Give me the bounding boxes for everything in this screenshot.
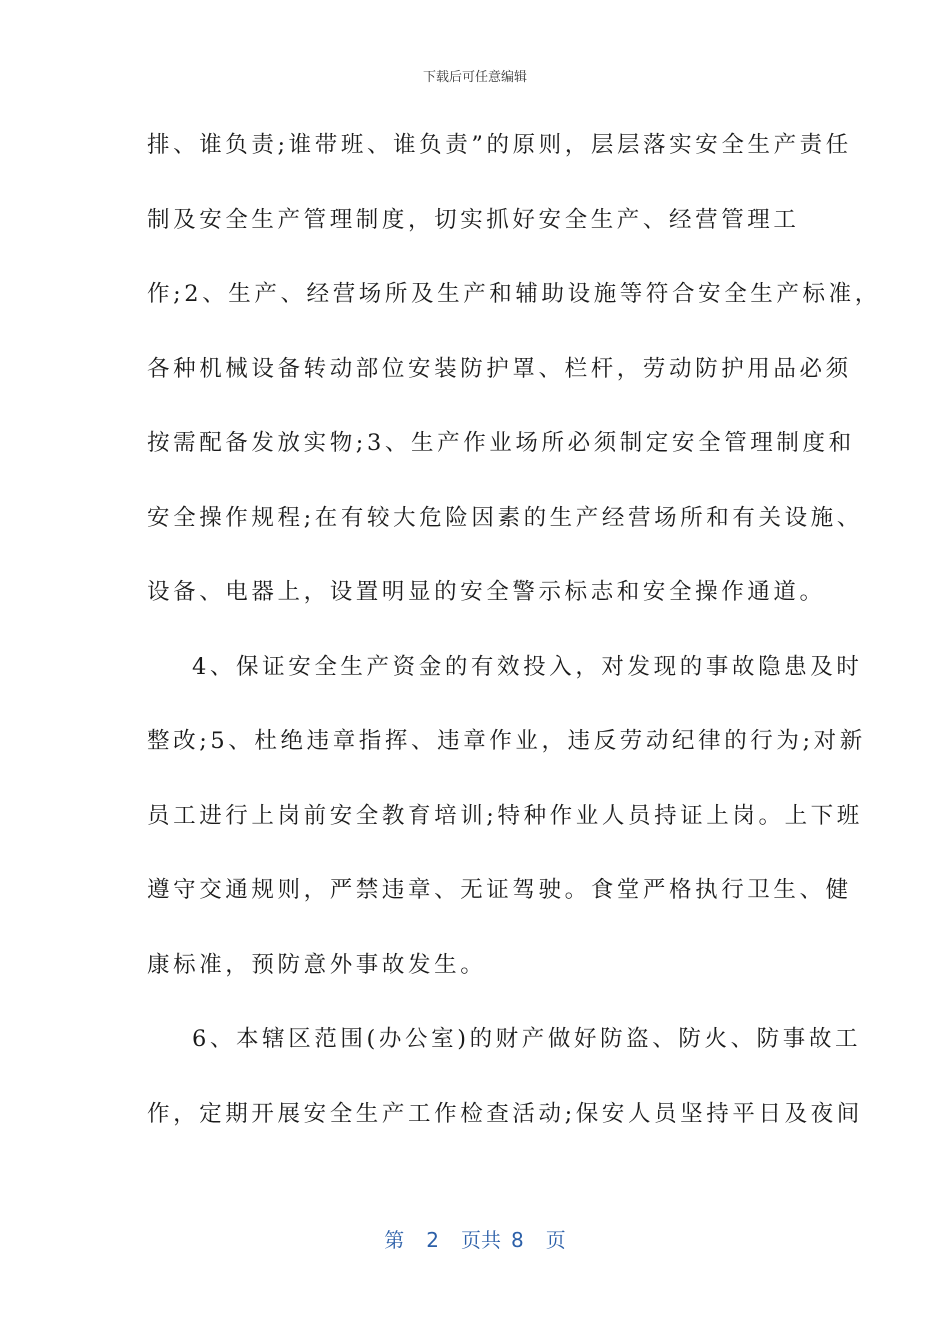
footer-middle: 页共 — [461, 1228, 501, 1252]
footer-prefix: 第 — [384, 1228, 405, 1252]
page-header-note: 下载后可任意编辑 — [422, 70, 527, 85]
body-line-10: 员工进行上岗前安全教育培训;特种作业人员持证上岗。上下班 — [147, 802, 863, 829]
body-line-12: 康标准，预防意外事故发生。 — [147, 951, 487, 978]
body-line-3: 作;2、生产、经营场所及生产和辅助设施等符合安全生产标准， — [147, 281, 881, 307]
body-line-2: 制及安全生产管理制度，切实抓好安全生产、经营管理工 — [147, 206, 800, 233]
body-line-6: 安全操作规程;在有较大危险因素的生产经营场所和有关设施、 — [147, 504, 863, 531]
body-line-8: 4、保证安全生产资金的有效投入，对发现的事故隐患及时 — [192, 653, 863, 680]
body-line-13: 6、本辖区范围(办公室)的财产做好防盗、防火、防事故工 — [192, 1026, 862, 1052]
body-line-1: 排、谁负责;谁带班、谁负责”的原则，层层落实安全生产责任 — [147, 132, 852, 158]
body-line-11: 遵守交通规则，严禁违章、无证驾驶。食堂严格执行卫生、健 — [147, 877, 852, 903]
footer-suffix: 页 — [545, 1228, 566, 1252]
footer-current-page: 2 — [426, 1228, 439, 1252]
body-line-4: 各种机械设备转动部位安装防护罩、栏杆，劳动防护用品必须 — [147, 355, 852, 382]
body-line-5: 按需配备发放实物;3、生产作业场所必须制定安全管理制度和 — [147, 430, 855, 456]
document-body — [147, 120, 881, 1163]
footer-total-pages: 8 — [511, 1228, 524, 1252]
body-line-14: 作，定期开展安全生产工作检查活动;保安人员坚持平日及夜间 — [147, 1100, 863, 1127]
body-line-9: 整改;5、杜绝违章指挥、违章作业，违反劳动纪律的行为;对新 — [147, 728, 866, 754]
body-line-7: 设备、电器上，设置明显的安全警示标志和安全操作通道。 — [147, 579, 826, 605]
page-number-footer — [0, 1224, 950, 1253]
